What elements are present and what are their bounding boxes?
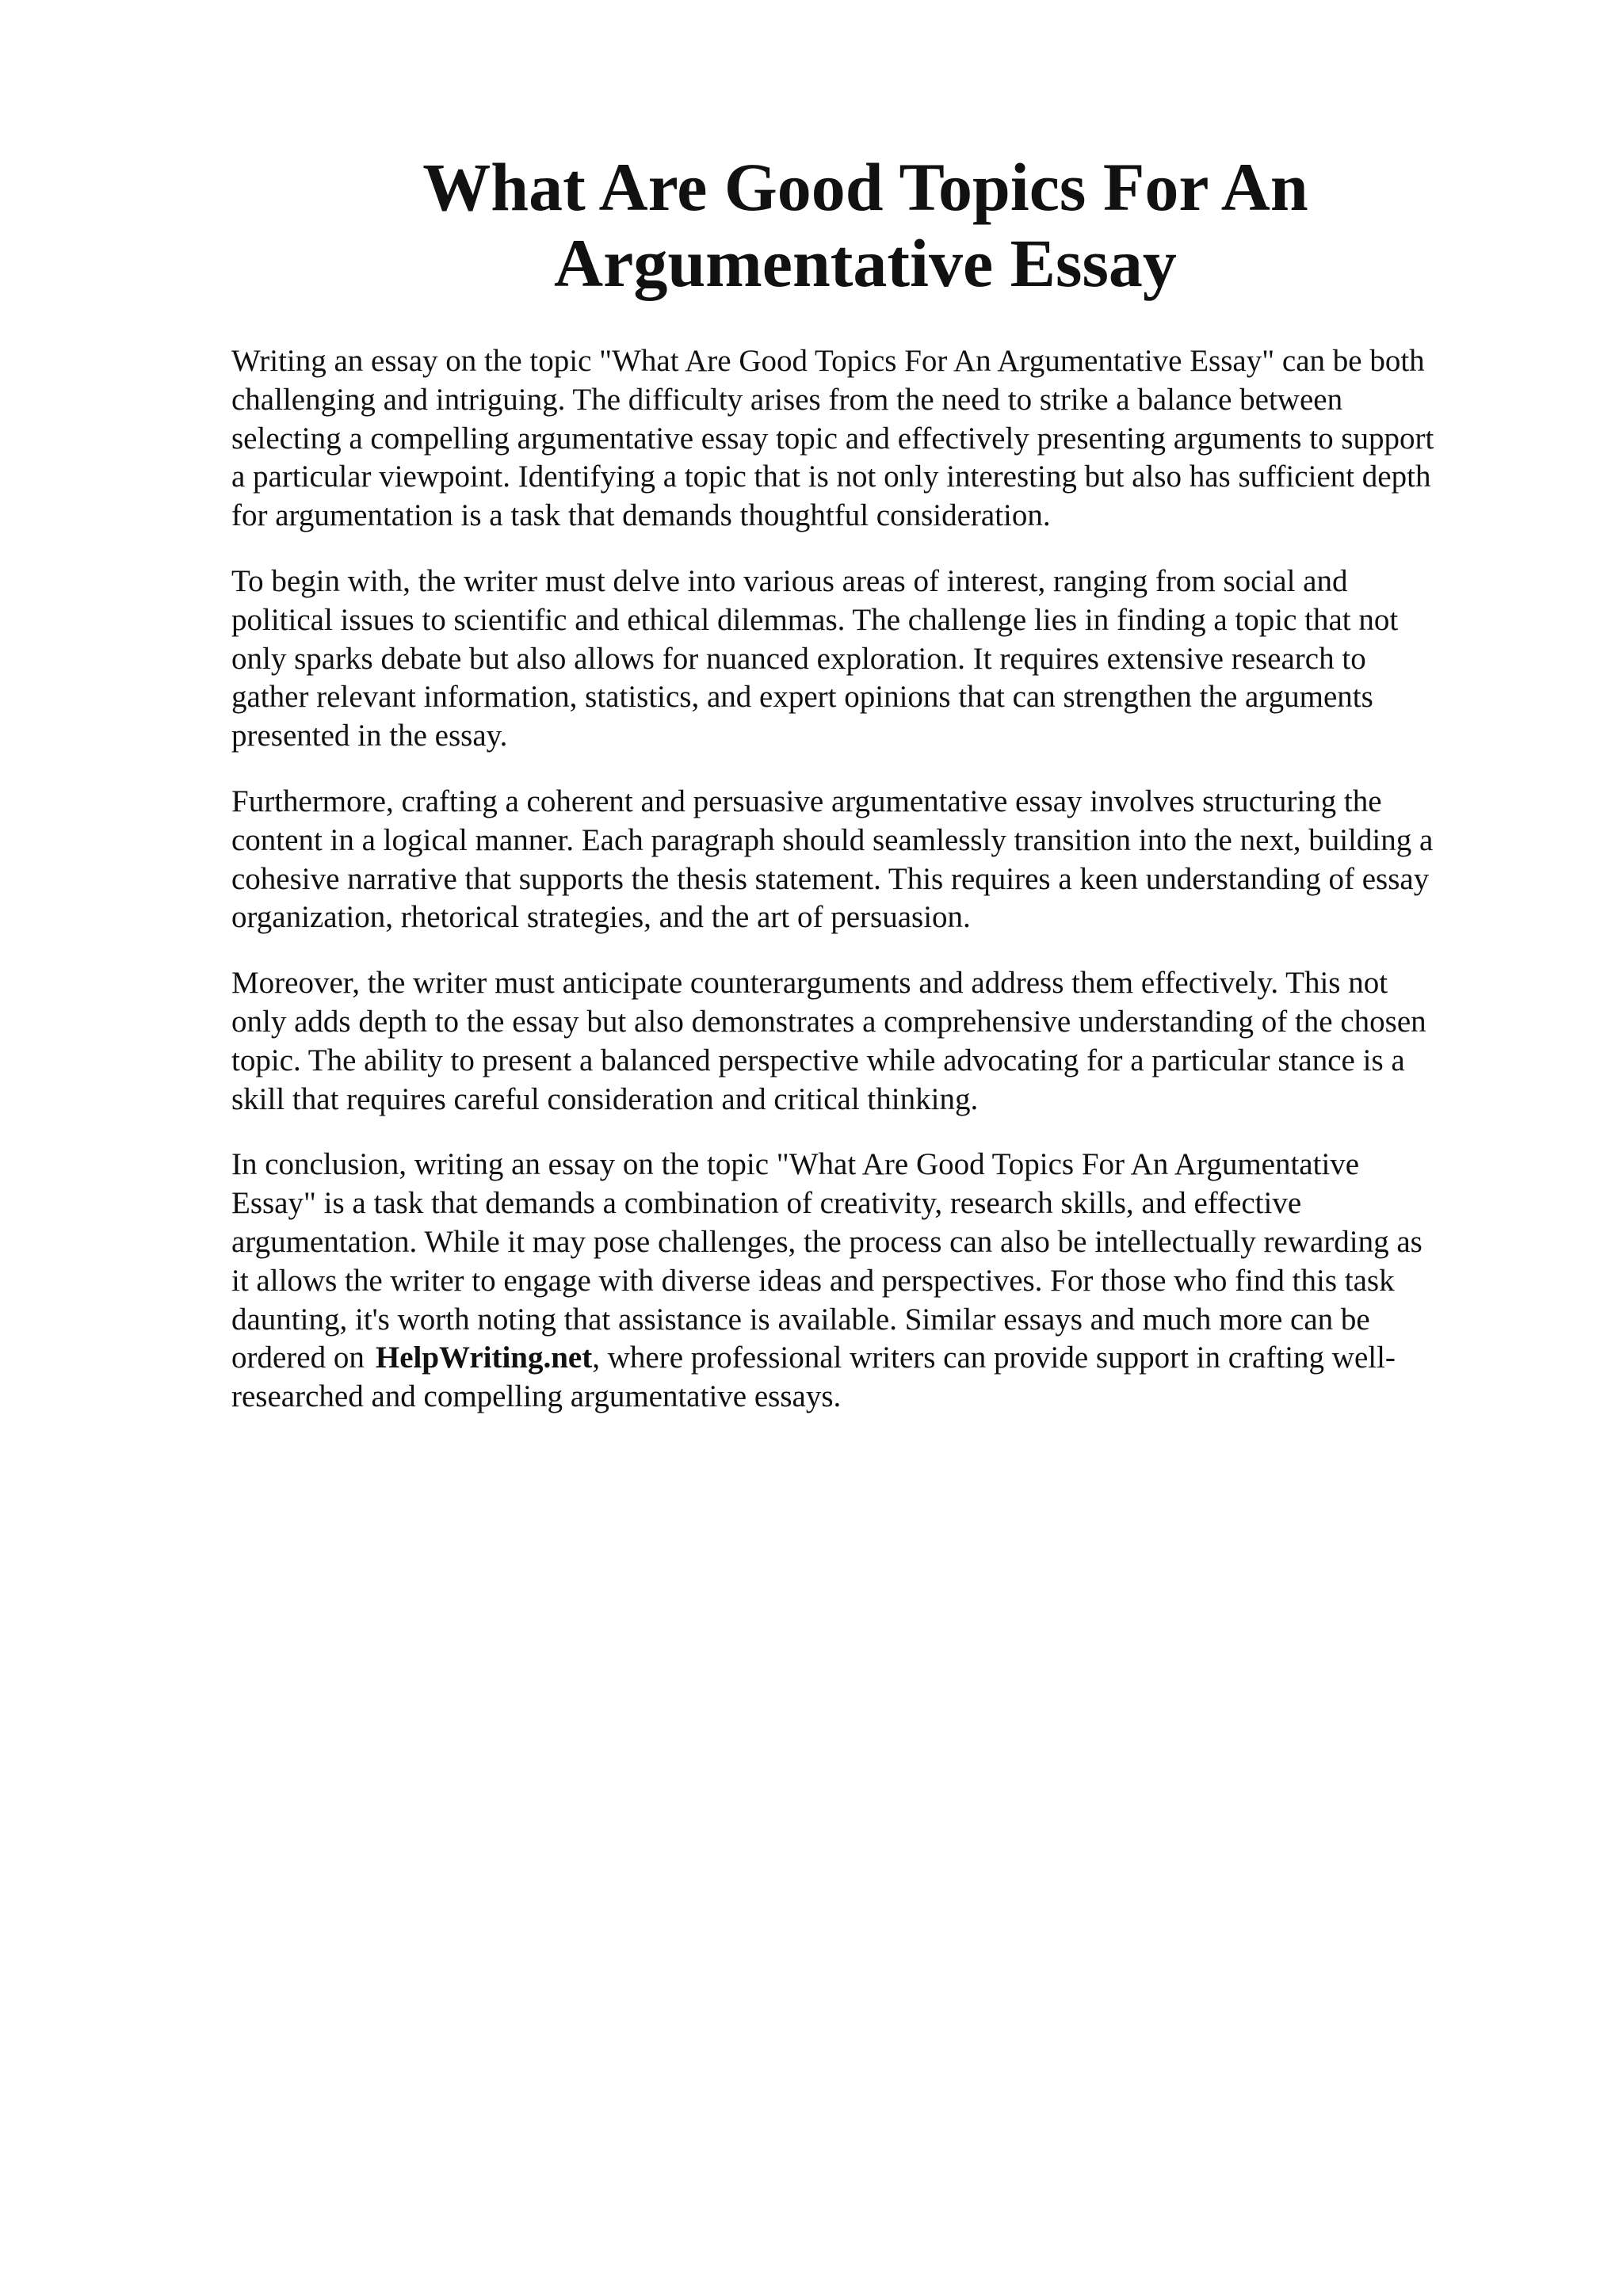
paragraph-research [231,563,1515,756]
ordered-prefix: ordered on [231,1341,365,1375]
text-line: Moreover, the writer must anticipate counterarguments and address them effectively. This not [231,966,1388,1001]
text-line: it allows the writer to engage with diverse ideas and perspectives. For those who find this task [231,1263,1395,1298]
text-line: gather relevant information, statistics, and expert opinions that can strengthen the arguments [231,680,1373,715]
text-line: organization, rhetorical strategies, and the art of persuasion. [231,900,971,935]
text-line: challenging and intriguing. The difficulty arises from the need to strike a balance between [231,382,1343,417]
text-line: presented in the essay. [231,719,508,753]
text-line: a particular viewpoint. Identifying a topic that is not only interesting but also has sufficient depth [231,460,1431,494]
paragraph-conclusion [231,1146,1515,1417]
ordered-on-line [231,1339,1515,1378]
text-line: argumentation. While it may pose challenges, the process can also be intellectually rewarding as [231,1224,1423,1259]
text-line: Furthermore, crafting a coherent and persuasive argumentative essay involves structuring the [231,784,1382,818]
title-line-2: Argumentative Essay [554,225,1177,301]
paragraph-intro [231,342,1515,536]
title-line-1: What Are Good Topics For An [422,149,1308,225]
text-line: researched and compelling argumentative essays. [231,1379,842,1414]
text-line: daunting, it's worth noting that assistance is available. Similar essays and much more can be [231,1302,1370,1337]
document-title [231,149,1499,301]
text-line: only sparks debate but also allows for nuanced exploration. It requires extensive research to [231,641,1366,676]
text-line: cohesive narrative that supports the thesis statement. This requires a keen understanding of essay [231,861,1430,896]
helpwriting-link[interactable]: HelpWriting.net [375,1341,593,1375]
text-line: selecting a compelling argumentative essay topic and effectively presenting arguments to support [231,421,1434,456]
text-line: only adds depth to the essay but also demonstrates a comprehensive understanding of the chosen [231,1004,1426,1039]
text-line: for argumentation is a task that demands thoughtful consideration. [231,498,1051,533]
text-line: topic. The ability to present a balanced perspective while advocating for a particular stance is a [231,1043,1405,1077]
text-line: content in a logical manner. Each paragraph should seamlessly transition into the next, building a [231,822,1434,857]
ordered-suffix: , where professional writers can provide support in crafting well- [592,1341,1396,1375]
text-line: To begin with, the writer must delve into various areas of interest, ranging from social and [231,563,1348,598]
text-line: In conclusion, writing an essay on the topic "What Are Good Topics For An Argumentative [231,1147,1360,1182]
document-body [231,342,1515,1444]
paragraph-structure [231,783,1515,937]
text-line: skill that requires careful consideration and critical thinking. [231,1081,979,1116]
paragraph-counterarguments [231,964,1515,1119]
text-line: Essay" is a task that demands a combination of creativity, research skills, and effective [231,1186,1302,1221]
text-line: political issues to scientific and ethical dilemmas. The challenge lies in finding a topic that not [231,602,1399,637]
text-line: Writing an essay on the topic "What Are Good Topics For An Argumentative Essay" can be both [231,344,1425,378]
